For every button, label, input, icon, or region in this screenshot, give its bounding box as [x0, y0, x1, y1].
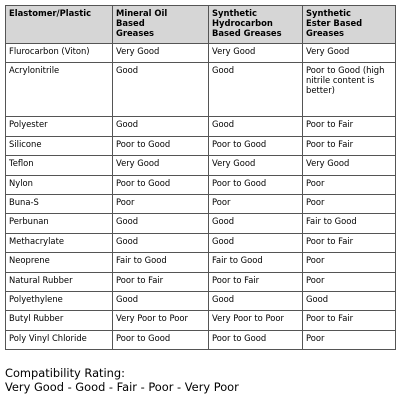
table-row	[6, 136, 396, 155]
rating-cell: Poor to Fair	[113, 272, 209, 291]
rating-cell: Poor to Good (high nitrile content is better)	[303, 63, 396, 117]
material-cell: Butyl Rubber	[6, 311, 113, 330]
column-header-line: Based Greases	[212, 28, 282, 38]
rating-cell: Poor	[303, 272, 396, 291]
rating-cell: Poor	[303, 330, 396, 349]
table-row	[6, 44, 396, 63]
rating-cell: Good	[209, 233, 303, 252]
rating-cell: Good	[113, 214, 209, 233]
material-cell: Silicone	[6, 136, 113, 155]
table-row	[6, 253, 396, 272]
rating-cell: Good	[209, 214, 303, 233]
rating-cell: Poor to Fair	[303, 311, 396, 330]
rating-cell: Fair to Good	[209, 253, 303, 272]
column-header-line: Mineral Oil	[116, 8, 168, 18]
table-row	[6, 311, 396, 330]
column-header-0	[6, 6, 113, 44]
column-header-1	[113, 6, 209, 44]
column-header-line: Based	[116, 18, 145, 28]
rating-cell: Poor to Good	[113, 175, 209, 194]
material-cell: Neoprene	[6, 253, 113, 272]
rating-cell: Poor to Good	[209, 175, 303, 194]
table-row	[6, 214, 396, 233]
column-header-2	[209, 6, 303, 44]
material-cell: Polyethylene	[6, 291, 113, 310]
rating-cell: Poor	[303, 194, 396, 213]
material-cell: Polyester	[6, 117, 113, 136]
material-cell: Acrylonitrile	[6, 63, 113, 117]
rating-cell: Poor	[209, 194, 303, 213]
rating-cell: Very Good	[209, 44, 303, 63]
rating-cell: Poor to Fair	[303, 233, 396, 252]
rating-cell: Good	[113, 63, 209, 117]
table-body	[6, 44, 396, 350]
rating-cell: Very Good	[113, 156, 209, 175]
material-cell: Teflon	[6, 156, 113, 175]
material-cell: Flurocarbon (Viton)	[6, 44, 113, 63]
table-row	[6, 156, 396, 175]
material-cell: Poly Vinyl Chloride	[6, 330, 113, 349]
column-header-line: Synthetic	[306, 8, 351, 18]
rating-cell: Poor to Fair	[303, 117, 396, 136]
rating-cell: Good	[113, 233, 209, 252]
rating-cell: Poor to Good	[113, 330, 209, 349]
material-cell: Methacrylate	[6, 233, 113, 252]
material-cell: Nylon	[6, 175, 113, 194]
column-header-line: Greases	[306, 28, 344, 38]
rating-cell: Fair to Good	[113, 253, 209, 272]
rating-cell: Good	[113, 117, 209, 136]
rating-cell: Very Good	[303, 44, 396, 63]
rating-cell: Poor to Good	[113, 136, 209, 155]
rating-cell: Fair to Good	[303, 214, 396, 233]
rating-cell: Poor to Good	[209, 330, 303, 349]
table-row	[6, 233, 396, 252]
table-row	[6, 175, 396, 194]
column-header-line: Hydrocarbon	[212, 18, 273, 28]
table-row	[6, 63, 396, 117]
column-header-line: Greases	[116, 28, 154, 38]
rating-cell: Poor to Fair	[209, 272, 303, 291]
table-header	[6, 6, 396, 44]
table-row	[6, 291, 396, 310]
table-row	[6, 194, 396, 213]
legend-scale: Very Good - Good - Fair - Poor - Very Poor	[5, 380, 239, 394]
table-row	[6, 117, 396, 136]
rating-cell: Very Good	[113, 44, 209, 63]
rating-cell: Very Poor to Poor	[209, 311, 303, 330]
rating-cell: Poor to Fair	[303, 136, 396, 155]
table-row	[6, 330, 396, 349]
material-cell: Perbunan	[6, 214, 113, 233]
rating-cell: Very Good	[303, 156, 396, 175]
rating-cell: Good	[209, 291, 303, 310]
header-row	[6, 6, 396, 44]
rating-cell: Good	[113, 291, 209, 310]
rating-cell: Very Poor to Poor	[113, 311, 209, 330]
column-header-line: Ester Based	[306, 18, 363, 28]
compatibility-table	[5, 5, 396, 350]
rating-cell: Poor to Good	[209, 136, 303, 155]
column-header-line: Synthetic	[212, 8, 257, 18]
rating-cell: Good	[209, 63, 303, 117]
rating-cell: Good	[303, 291, 396, 310]
rating-cell: Poor	[303, 175, 396, 194]
column-header-line: Elastomer/Plastic	[9, 8, 92, 18]
rating-cell: Good	[209, 117, 303, 136]
table-row	[6, 272, 396, 291]
rating-cell: Poor	[113, 194, 209, 213]
material-cell: Natural Rubber	[6, 272, 113, 291]
rating-cell: Poor	[303, 253, 396, 272]
column-header-3	[303, 6, 396, 44]
rating-cell: Very Good	[209, 156, 303, 175]
legend-title: Compatibility Rating:	[5, 366, 125, 380]
material-cell: Buna-S	[6, 194, 113, 213]
